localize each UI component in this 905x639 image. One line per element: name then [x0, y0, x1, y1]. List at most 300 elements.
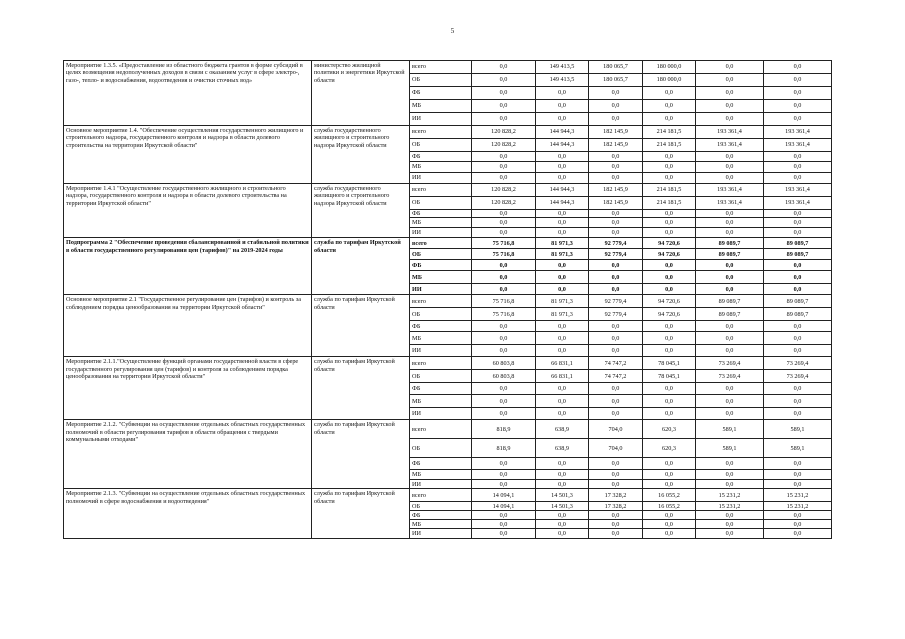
amount-cell: 14 501,3 [536, 502, 589, 511]
amount-cell: 0,0 [472, 529, 536, 539]
amount-cell: 0,0 [764, 113, 832, 126]
amount-cell: 214 181,5 [643, 184, 696, 197]
funding-source-cell: ФБ [410, 260, 472, 271]
amount-cell: 92 779,4 [589, 308, 643, 321]
funding-source-cell: ОБ [410, 139, 472, 152]
amount-cell: 89 089,7 [696, 308, 764, 321]
amount-cell: 0,0 [472, 74, 536, 87]
funding-source-cell: всего [410, 184, 472, 197]
executor-cell: служба по тарифам Иркутской области [312, 238, 410, 295]
amount-cell: 0,0 [536, 260, 589, 271]
funding-source-cell: МБ [410, 332, 472, 345]
executor-cell: служба государственного жилищного и строительного надзора Иркутской области [312, 126, 410, 184]
amount-cell: 0,0 [536, 511, 589, 520]
amount-cell: 0,0 [536, 218, 589, 228]
funding-source-cell: ИИ [410, 529, 472, 539]
amount-cell: 0,0 [589, 408, 643, 420]
amount-cell: 0,0 [589, 162, 643, 173]
measure-name-cell: Мероприятие 2.1.2. "Субвенции на осуществление отдельных областных государственных полномочий в области регулирования тарифов в области обращения с твердыми коммунальными отходами" [64, 420, 312, 489]
amount-cell: 0,0 [696, 395, 764, 408]
executor-cell: служба по тарифам Иркутской области [312, 420, 410, 489]
amount-cell: 89 089,7 [764, 295, 832, 308]
measure-name-cell: Основное мероприятие 1.4. "Обеспечение осуществления государственного жилищного и строительного надзора, государственного контроля и надзора в области долевого строительства на территории Иркутской области" [64, 126, 312, 184]
amount-cell: 193 361,4 [696, 184, 764, 197]
amount-cell: 214 181,5 [643, 126, 696, 139]
amount-cell: 0,0 [643, 345, 696, 357]
amount-cell: 0,0 [589, 395, 643, 408]
amount-cell: 0,0 [589, 100, 643, 113]
amount-cell: 0,0 [696, 162, 764, 173]
amount-cell: 818,9 [472, 439, 536, 458]
funding-source-cell: МБ [410, 271, 472, 284]
amount-cell: 0,0 [589, 284, 643, 295]
amount-cell: 0,0 [764, 100, 832, 113]
amount-cell: 0,0 [472, 520, 536, 529]
amount-cell: 120 828,2 [472, 184, 536, 197]
amount-cell: 0,0 [472, 61, 536, 74]
amount-cell: 0,0 [696, 210, 764, 218]
funding-source-cell: всего [410, 420, 472, 439]
funding-source-cell: ИИ [410, 113, 472, 126]
amount-cell: 92 779,4 [589, 249, 643, 260]
amount-cell: 704,0 [589, 439, 643, 458]
amount-cell: 193 361,4 [696, 126, 764, 139]
funding-source-cell: МБ [410, 395, 472, 408]
funding-source-cell: ИИ [410, 284, 472, 295]
amount-cell: 0,0 [472, 470, 536, 480]
funding-source-cell: ИИ [410, 345, 472, 357]
amount-cell: 81 971,3 [536, 238, 589, 249]
table-row [64, 184, 832, 197]
amount-cell: 73 269,4 [696, 370, 764, 383]
amount-cell: 0,0 [696, 383, 764, 395]
amount-cell: 0,0 [643, 395, 696, 408]
amount-cell: 0,0 [536, 470, 589, 480]
amount-cell: 0,0 [536, 395, 589, 408]
amount-cell: 74 747,2 [589, 370, 643, 383]
funding-source-cell: всего [410, 295, 472, 308]
amount-cell: 0,0 [696, 284, 764, 295]
amount-cell: 94 720,6 [643, 249, 696, 260]
amount-cell: 60 803,8 [472, 370, 536, 383]
amount-cell: 0,0 [472, 87, 536, 100]
amount-cell: 193 361,4 [696, 197, 764, 210]
amount-cell: 0,0 [696, 152, 764, 162]
amount-cell: 92 779,4 [589, 295, 643, 308]
amount-cell: 16 055,2 [643, 489, 696, 502]
table-row [64, 61, 832, 74]
amount-cell: 75 716,8 [472, 295, 536, 308]
amount-cell: 0,0 [643, 113, 696, 126]
amount-cell: 0,0 [764, 284, 832, 295]
amount-cell: 0,0 [536, 210, 589, 218]
amount-cell: 182 145,9 [589, 139, 643, 152]
amount-cell: 0,0 [696, 408, 764, 420]
amount-cell: 0,0 [764, 152, 832, 162]
amount-cell: 0,0 [536, 152, 589, 162]
amount-cell: 182 145,9 [589, 184, 643, 197]
amount-cell: 66 831,1 [536, 357, 589, 370]
executor-cell: министерство жилищной политики и энергетики Иркутской области [312, 61, 410, 126]
amount-cell: 149 413,5 [536, 61, 589, 74]
amount-cell: 0,0 [536, 113, 589, 126]
amount-cell: 0,0 [589, 511, 643, 520]
amount-cell: 0,0 [696, 218, 764, 228]
amount-cell: 214 181,5 [643, 197, 696, 210]
measure-name-cell: Подпрограмма 2 "Обеспечение проведения сбалансированной и стабильной политики в области государственного регулирования цен (тарифов)" на 2019-2024 годы [64, 238, 312, 295]
amount-cell: 75 716,8 [472, 308, 536, 321]
amount-cell: 0,0 [643, 218, 696, 228]
amount-cell: 0,0 [536, 520, 589, 529]
amount-cell: 0,0 [536, 458, 589, 470]
amount-cell: 193 361,4 [696, 139, 764, 152]
amount-cell: 589,1 [696, 439, 764, 458]
amount-cell: 0,0 [643, 100, 696, 113]
amount-cell: 0,0 [764, 218, 832, 228]
amount-cell: 180 000,0 [643, 61, 696, 74]
amount-cell: 75 716,8 [472, 249, 536, 260]
amount-cell: 0,0 [589, 173, 643, 184]
funding-source-cell: ФБ [410, 383, 472, 395]
table-row [64, 489, 832, 502]
amount-cell: 0,0 [643, 210, 696, 218]
amount-cell: 0,0 [589, 383, 643, 395]
amount-cell: 180 000,0 [643, 74, 696, 87]
amount-cell: 620,3 [643, 420, 696, 439]
amount-cell: 0,0 [589, 228, 643, 238]
amount-cell: 78 045,1 [643, 357, 696, 370]
amount-cell: 0,0 [472, 271, 536, 284]
amount-cell: 89 089,7 [696, 249, 764, 260]
amount-cell: 0,0 [536, 271, 589, 284]
amount-cell: 89 089,7 [764, 249, 832, 260]
measure-name-cell: Мероприятие 1.4.1 "Осуществление государственного жилищного и строительного надзора, государственного контроля и надзора в области долевого строительства на территории Иркутской области" [64, 184, 312, 238]
amount-cell: 193 361,4 [764, 139, 832, 152]
amount-cell: 0,0 [589, 113, 643, 126]
amount-cell: 0,0 [643, 511, 696, 520]
amount-cell: 589,1 [764, 439, 832, 458]
amount-cell: 0,0 [536, 173, 589, 184]
amount-cell: 0,0 [764, 260, 832, 271]
amount-cell: 0,0 [472, 332, 536, 345]
funding-source-cell: ФБ [410, 458, 472, 470]
budget-table [63, 60, 832, 539]
amount-cell: 0,0 [764, 87, 832, 100]
amount-cell: 0,0 [696, 520, 764, 529]
amount-cell: 0,0 [589, 260, 643, 271]
amount-cell: 15 231,2 [696, 502, 764, 511]
amount-cell: 0,0 [536, 87, 589, 100]
executor-cell: служба по тарифам Иркутской области [312, 295, 410, 357]
funding-source-cell: МБ [410, 162, 472, 173]
funding-source-cell: всего [410, 238, 472, 249]
amount-cell: 17 328,2 [589, 489, 643, 502]
amount-cell: 73 269,4 [696, 357, 764, 370]
amount-cell: 0,0 [472, 260, 536, 271]
funding-source-cell: ОБ [410, 308, 472, 321]
amount-cell: 78 045,1 [643, 370, 696, 383]
amount-cell: 0,0 [643, 162, 696, 173]
amount-cell: 0,0 [589, 271, 643, 284]
amount-cell: 0,0 [536, 162, 589, 173]
amount-cell: 0,0 [589, 458, 643, 470]
amount-cell: 0,0 [643, 480, 696, 489]
funding-source-cell: ИИ [410, 173, 472, 184]
amount-cell: 0,0 [764, 173, 832, 184]
amount-cell: 0,0 [764, 529, 832, 539]
amount-cell: 0,0 [764, 345, 832, 357]
amount-cell: 120 828,2 [472, 126, 536, 139]
amount-cell: 94 720,6 [643, 238, 696, 249]
amount-cell: 638,9 [536, 439, 589, 458]
amount-cell: 73 269,4 [764, 357, 832, 370]
measure-name-cell: Мероприятие 1.3.5. «Предоставление из областного бюджета грантов в форме субсидий в целях возмещения недополученных доходов в связи с оказанием услуг в сфере электро-, газо-, тепло- и водоснабжения, водоотведения и очистки сточных вод» [64, 61, 312, 126]
amount-cell: 0,0 [764, 395, 832, 408]
table-row [64, 357, 832, 370]
amount-cell: 0,0 [696, 511, 764, 520]
amount-cell: 0,0 [472, 458, 536, 470]
amount-cell: 0,0 [536, 383, 589, 395]
amount-cell: 0,0 [536, 345, 589, 357]
table-row [64, 126, 832, 139]
executor-cell: служба по тарифам Иркутской области [312, 357, 410, 420]
funding-source-cell: всего [410, 357, 472, 370]
amount-cell: 0,0 [764, 511, 832, 520]
amount-cell: 0,0 [643, 408, 696, 420]
amount-cell: 89 089,7 [764, 238, 832, 249]
amount-cell: 620,3 [643, 439, 696, 458]
amount-cell: 89 089,7 [696, 238, 764, 249]
amount-cell: 0,0 [764, 271, 832, 284]
amount-cell: 0,0 [589, 321, 643, 332]
amount-cell: 0,0 [696, 113, 764, 126]
funding-source-cell: МБ [410, 100, 472, 113]
amount-cell: 0,0 [764, 162, 832, 173]
amount-cell: 0,0 [764, 520, 832, 529]
amount-cell: 0,0 [696, 61, 764, 74]
funding-source-cell: ФБ [410, 87, 472, 100]
amount-cell: 0,0 [472, 511, 536, 520]
amount-cell: 0,0 [589, 470, 643, 480]
amount-cell: 0,0 [472, 100, 536, 113]
amount-cell: 0,0 [472, 284, 536, 295]
funding-source-cell: всего [410, 61, 472, 74]
amount-cell: 193 361,4 [764, 126, 832, 139]
amount-cell: 0,0 [536, 408, 589, 420]
amount-cell: 14 501,3 [536, 489, 589, 502]
amount-cell: 0,0 [472, 218, 536, 228]
amount-cell: 0,0 [696, 321, 764, 332]
amount-cell: 0,0 [696, 87, 764, 100]
amount-cell: 16 055,2 [643, 502, 696, 511]
amount-cell: 0,0 [643, 520, 696, 529]
amount-cell: 66 831,1 [536, 370, 589, 383]
funding-source-cell: ОБ [410, 370, 472, 383]
funding-source-cell: ИИ [410, 408, 472, 420]
amount-cell: 0,0 [643, 529, 696, 539]
amount-cell: 589,1 [764, 420, 832, 439]
amount-cell: 0,0 [643, 458, 696, 470]
amount-cell: 704,0 [589, 420, 643, 439]
amount-cell: 0,0 [589, 332, 643, 345]
amount-cell: 182 145,9 [589, 126, 643, 139]
amount-cell: 0,0 [589, 345, 643, 357]
amount-cell: 0,0 [696, 260, 764, 271]
amount-cell: 17 328,2 [589, 502, 643, 511]
amount-cell: 0,0 [696, 458, 764, 470]
amount-cell: 0,0 [696, 470, 764, 480]
amount-cell: 0,0 [472, 480, 536, 489]
executor-cell: служба по тарифам Иркутской области [312, 489, 410, 539]
amount-cell: 0,0 [536, 321, 589, 332]
executor-cell: служба государственного жилищного и строительного надзора Иркутской области [312, 184, 410, 238]
amount-cell: 0,0 [643, 260, 696, 271]
amount-cell: 81 971,3 [536, 308, 589, 321]
amount-cell: 0,0 [764, 210, 832, 218]
amount-cell: 0,0 [472, 228, 536, 238]
amount-cell: 193 361,4 [764, 197, 832, 210]
amount-cell: 193 361,4 [764, 184, 832, 197]
amount-cell: 15 231,2 [696, 489, 764, 502]
amount-cell: 0,0 [536, 332, 589, 345]
amount-cell: 0,0 [643, 321, 696, 332]
amount-cell: 0,0 [643, 284, 696, 295]
funding-source-cell: МБ [410, 470, 472, 480]
amount-cell: 0,0 [696, 228, 764, 238]
amount-cell: 120 828,2 [472, 139, 536, 152]
funding-source-cell: всего [410, 489, 472, 502]
amount-cell: 15 231,2 [764, 502, 832, 511]
amount-cell: 180 065,7 [589, 74, 643, 87]
amount-cell: 0,0 [643, 87, 696, 100]
amount-cell: 0,0 [764, 408, 832, 420]
amount-cell: 0,0 [536, 529, 589, 539]
table-row [64, 238, 832, 249]
amount-cell: 144 944,3 [536, 197, 589, 210]
funding-source-cell: всего [410, 126, 472, 139]
amount-cell: 81 971,3 [536, 295, 589, 308]
amount-cell: 589,1 [696, 420, 764, 439]
amount-cell: 0,0 [764, 332, 832, 345]
funding-source-cell: ФБ [410, 210, 472, 218]
amount-cell: 0,0 [536, 100, 589, 113]
amount-cell: 0,0 [589, 210, 643, 218]
amount-cell: 75 716,8 [472, 238, 536, 249]
amount-cell: 0,0 [643, 470, 696, 480]
funding-source-cell: МБ [410, 520, 472, 529]
amount-cell: 0,0 [696, 332, 764, 345]
funding-source-cell: ФБ [410, 152, 472, 162]
amount-cell: 0,0 [472, 383, 536, 395]
amount-cell: 0,0 [589, 529, 643, 539]
table-row [64, 295, 832, 308]
funding-source-cell: ОБ [410, 249, 472, 260]
amount-cell: 60 803,8 [472, 357, 536, 370]
amount-cell: 638,9 [536, 420, 589, 439]
amount-cell: 92 779,4 [589, 238, 643, 249]
amount-cell: 0,0 [696, 480, 764, 489]
amount-cell: 0,0 [472, 162, 536, 173]
funding-source-cell: ИИ [410, 228, 472, 238]
amount-cell: 0,0 [472, 113, 536, 126]
amount-cell: 0,0 [472, 408, 536, 420]
funding-source-cell: ОБ [410, 197, 472, 210]
amount-cell: 0,0 [764, 383, 832, 395]
table-row [64, 420, 832, 439]
amount-cell: 0,0 [764, 480, 832, 489]
amount-cell: 0,0 [589, 152, 643, 162]
amount-cell: 0,0 [764, 470, 832, 480]
amount-cell: 144 944,3 [536, 184, 589, 197]
amount-cell: 0,0 [696, 74, 764, 87]
amount-cell: 0,0 [643, 271, 696, 284]
amount-cell: 120 828,2 [472, 197, 536, 210]
funding-source-cell: ФБ [410, 511, 472, 520]
amount-cell: 818,9 [472, 420, 536, 439]
amount-cell: 14 094,1 [472, 502, 536, 511]
amount-cell: 144 944,3 [536, 126, 589, 139]
funding-source-cell: ОБ [410, 74, 472, 87]
amount-cell: 0,0 [643, 173, 696, 184]
amount-cell: 0,0 [472, 152, 536, 162]
funding-source-cell: ОБ [410, 502, 472, 511]
amount-cell: 144 944,3 [536, 139, 589, 152]
amount-cell: 182 145,9 [589, 197, 643, 210]
amount-cell: 73 269,4 [764, 370, 832, 383]
amount-cell: 0,0 [764, 61, 832, 74]
measure-name-cell: Мероприятие 2.1.1."Осуществление функций органами государственной власти в сфере государственного регулирования цен (тарифов) и контроля за соблюдением порядка ценообразования на территории Иркутской области" [64, 357, 312, 420]
amount-cell: 0,0 [589, 218, 643, 228]
funding-source-cell: ИИ [410, 480, 472, 489]
amount-cell: 0,0 [643, 383, 696, 395]
amount-cell: 0,0 [643, 332, 696, 345]
amount-cell: 0,0 [764, 228, 832, 238]
amount-cell: 74 747,2 [589, 357, 643, 370]
measure-name-cell: Мероприятие 2.1.3. "Субвенции на осуществление отдельных областных государственных полномочий в сфере водоснабжения и водоотведения" [64, 489, 312, 539]
amount-cell: 0,0 [764, 458, 832, 470]
amount-cell: 149 413,5 [536, 74, 589, 87]
amount-cell: 0,0 [536, 480, 589, 489]
amount-cell: 0,0 [696, 173, 764, 184]
amount-cell: 89 089,7 [696, 295, 764, 308]
amount-cell: 0,0 [472, 173, 536, 184]
amount-cell: 0,0 [589, 87, 643, 100]
amount-cell: 0,0 [696, 529, 764, 539]
funding-source-cell: ОБ [410, 439, 472, 458]
page-number: 5 [450, 27, 455, 35]
measure-name-cell: Основное мероприятие 2.1 "Государственное регулирование цен (тарифов) и контроль за соблюдением порядка ценообразования на территории Иркутской области" [64, 295, 312, 357]
amount-cell: 0,0 [472, 395, 536, 408]
amount-cell: 0,0 [589, 520, 643, 529]
amount-cell: 0,0 [536, 284, 589, 295]
amount-cell: 0,0 [696, 271, 764, 284]
amount-cell: 0,0 [696, 345, 764, 357]
amount-cell: 81 971,3 [536, 249, 589, 260]
amount-cell: 0,0 [764, 321, 832, 332]
amount-cell: 0,0 [643, 152, 696, 162]
amount-cell: 0,0 [472, 345, 536, 357]
amount-cell: 0,0 [696, 100, 764, 113]
amount-cell: 94 720,6 [643, 308, 696, 321]
amount-cell: 0,0 [472, 210, 536, 218]
amount-cell: 0,0 [589, 480, 643, 489]
funding-source-cell: МБ [410, 218, 472, 228]
amount-cell: 14 094,1 [472, 489, 536, 502]
amount-cell: 180 065,7 [589, 61, 643, 74]
amount-cell: 214 181,5 [643, 139, 696, 152]
funding-source-cell: ФБ [410, 321, 472, 332]
amount-cell: 0,0 [472, 321, 536, 332]
